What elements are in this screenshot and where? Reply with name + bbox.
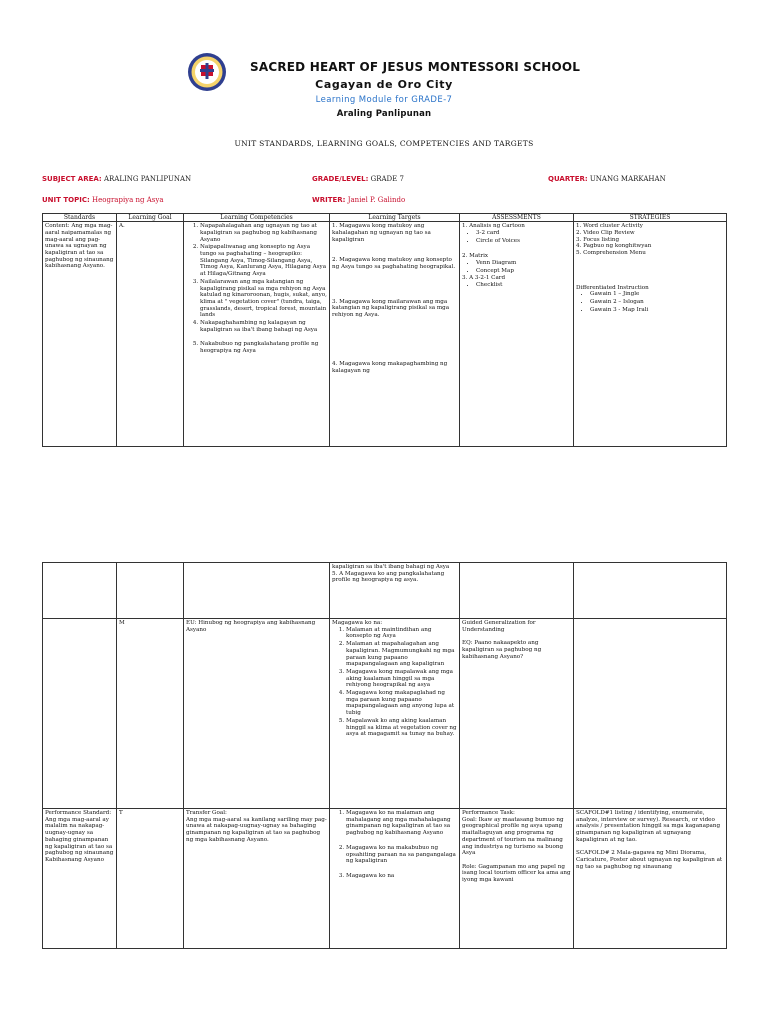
subject-area-field bbox=[42, 175, 191, 183]
assessments-cell bbox=[460, 222, 574, 447]
empty-cell bbox=[460, 563, 574, 619]
grade-level-label: GRADE/LEVEL: bbox=[312, 175, 369, 183]
strategy-subitem: • Gawain 1 – Jingle bbox=[590, 291, 724, 298]
target-item: 2. Magagawa ko na makabubuo ng opsahiting paraan na sa pangangalaga ng kapaligiran bbox=[346, 845, 457, 865]
learning-goal-m: M bbox=[117, 619, 184, 809]
writer-value: Janiel P. Galindo bbox=[347, 196, 406, 204]
competency-item: 4. Nakapaghahambing ng kalagayan ng kapaligiran sa iba't ibang bahagi ng Asya bbox=[200, 320, 327, 333]
target-item: 4. Magagawa kong makapaghambing ng kalagayan ng bbox=[332, 360, 448, 374]
module-title: Learning Module for GRADE-7 bbox=[315, 95, 453, 105]
meaning-targets-cell bbox=[330, 619, 460, 809]
targets-cell bbox=[330, 222, 460, 447]
performance-task: Performance Task: Goal: Ikaw ay maatasang bumuo ng geographical profile ng asya upang maitaltaguyan ang programa ng department of tourism na malinang ang industriya ng turismo sa buong Asya Role: Gagampanan mo ang papel ng isang local tourism officer ka ama ang iyong mga kawani bbox=[460, 809, 574, 949]
school-city: Cagayan de Oro City bbox=[315, 78, 453, 91]
target-item: 1. Malaman at maintindihan ang konsepto ng Asya bbox=[346, 627, 457, 640]
standards-table bbox=[42, 213, 727, 447]
transfer-targets-cell bbox=[330, 809, 460, 949]
empty-cell bbox=[43, 619, 117, 809]
unit-topic-value: Heograpiya ng Asya bbox=[92, 196, 164, 204]
subject-area-value: ARALING PANLIPUNAN bbox=[103, 175, 192, 183]
table-row bbox=[43, 619, 727, 809]
table-row bbox=[43, 222, 727, 447]
targets-intro: Magagawa ko na: bbox=[332, 620, 383, 626]
strategy-item: 5. Comprehension Menu bbox=[576, 250, 646, 256]
quarter-value: UNANG MARKAHAN bbox=[589, 175, 666, 183]
header-assessments: ASSESSMENTS bbox=[460, 214, 574, 222]
strategy-item: 3. Focus listing bbox=[576, 236, 620, 243]
competency-item: 1. Napapahalagahan ang ugnayan ng tao at kapaligiran sa paghubog ng kabihasnang Asyano bbox=[200, 223, 327, 243]
assessment-subitem: • Concept Map bbox=[476, 268, 571, 275]
competency-item: 2. Naipapaliwanag ang konsepto ng Asya tungo sa paghahating – heograpiko: Silangang Asya, Timog-Silangang Asya, Timog Asya, Kanlurang Asya, Hilagang Asya at Hilaga/Gitnang Asya bbox=[200, 244, 327, 278]
guided-generalization: Guided Generalization for Understanding EQ: Paano nakaapekto ang kapaligiran sa paghubog ng kabihasnang Asyano? bbox=[460, 619, 574, 809]
assessment-subitem: • 3-2 card bbox=[476, 230, 571, 237]
strategy-subitem: • Gawain 3 - Map Irali bbox=[590, 307, 724, 314]
target-item: 3. Magagawa kong mapalawak ang mga aking kaalaman hinggil sa mga rehiyong heograpikal ng asya bbox=[346, 669, 457, 689]
standards-table-continued bbox=[42, 562, 727, 949]
empty-cell bbox=[117, 563, 184, 619]
header-learning-goal: Learning Goal bbox=[117, 214, 184, 222]
subject-title: Araling Panlipunan bbox=[336, 109, 432, 119]
target-item: 4. Magagawa kong makapaglahad ng mga paraan kung papaano mapapangalagaan ang anyong lupa at tubig bbox=[346, 690, 457, 717]
target-item: 1. Magagawa ko na malaman ang mahalagang ang mga mahahalagang ginampanan ng kapaligiran at tao sa paghubog ng kabihasnang Asyano bbox=[346, 810, 457, 837]
learning-goal-a: A. bbox=[117, 222, 184, 447]
performance-standard: Performance Standard: Ang mga mag-aaral ay malalim na nakapag-uugnay-ugnay sa bahaging ginampanan ng kapaligiran at tao sa paghubog ng sinaunang Kabihasnang Asyano bbox=[43, 809, 117, 949]
header-standards: Standards bbox=[43, 214, 117, 222]
header-strategies: STRATEGIES bbox=[574, 214, 727, 222]
grade-level-field bbox=[312, 175, 404, 183]
table-header-row bbox=[43, 214, 727, 222]
unit-standards-title: UNIT STANDARDS, LEARNING GOALS, COMPETENCIES AND TARGETS bbox=[234, 139, 534, 148]
strategy-subitem: • Gawain 2 – Islogan bbox=[590, 299, 724, 306]
assessment-item: 2. Matrix bbox=[462, 253, 489, 260]
quarter-field bbox=[548, 175, 666, 183]
writer-field bbox=[312, 196, 405, 204]
assessment-subitem: • Checklist bbox=[476, 282, 571, 289]
target-item: 5. Mapalawak ko ang aking kaalaman hinggil sa klima at vegetation cover ng asya at magagamit sa tunay na buhay. bbox=[346, 718, 457, 738]
transfer-goal: Transfer Goal: Ang mga mag-aaral sa kanilang sariling may pag-unawa at nakapag-uugnay-ugnay sa bahaging ginampanan ng kapaligiran at tao sa paghubog ng mga kabihasnang Asyano. bbox=[184, 809, 330, 949]
grade-level-value: GRADE 7 bbox=[370, 175, 404, 183]
school-name: SACRED HEART OF JESUS MONTESSORI SCHOOL bbox=[250, 60, 581, 74]
assessment-subitem: • Venn Diagram bbox=[476, 260, 571, 267]
target-item: 3. Magagawa ko na bbox=[346, 873, 457, 880]
target-item: 3. Magagawa kong mailarawan ang mga katangian ng kapaligirang pisikal sa mga rehiyon ng Asya. bbox=[332, 298, 450, 319]
targets-continued: kapaligiran sa iba't ibang bahagi ng Asya 5. A Magagawa ko ang pangkalahatang profile ng heograpiya ng asya. bbox=[330, 563, 460, 619]
table-row bbox=[43, 809, 727, 949]
competency-item: 3. Nailalarawan ang mga katangian ng kapaligirang pisikal sa mga rehiyon ng Asya katulad ng kinaroroonan, hugis, sukat, anyo, klima at " vegetation cover" (tundra, taiga, grasslands, desert, tropical forest, mountain lands bbox=[200, 279, 327, 319]
target-item: 2. Malaman at mapahalagahan ang kapaligiran. Magmumungkahi ng mga paraan kung papaano mapapangalagaan ang kapaligiran bbox=[346, 641, 457, 668]
header-learning-competencies: Learning Competencies bbox=[184, 214, 330, 222]
competency-item: 5. Nakabubuo ng pangkalahatang profile ng heograpiya ng Asya bbox=[200, 341, 327, 354]
empty-cell bbox=[574, 619, 727, 809]
table-row bbox=[43, 563, 727, 619]
strategy-item: 1. Word cluster Activity bbox=[576, 223, 643, 230]
target-item: 1. Magagawa kong matukoy ang kahalagahan ng ugnayan ng tao sa kapaligiran bbox=[332, 223, 431, 243]
strategies-cell bbox=[574, 222, 727, 447]
standards-content: Content: Ang mga mag-aaral naipamamalas ng mag-aaral ang pag-unawa sa ugnayan ng kapaligiran at tao sa paghubog ng sinaunang kabihasnang Asyano. bbox=[43, 222, 117, 447]
writer-label: WRITER: bbox=[312, 196, 346, 204]
header-learning-targets: Learning Targets bbox=[330, 214, 460, 222]
enduring-understanding: EU: Hinubog ng heograpiya ang kabihasnang Asyano bbox=[184, 619, 330, 809]
assessment-item: 3. A 3-2-1 Card bbox=[462, 275, 506, 282]
competencies-cell bbox=[184, 222, 330, 447]
unit-topic-label: UNIT TOPIC: bbox=[42, 196, 90, 204]
unit-topic-field bbox=[42, 196, 164, 204]
empty-cell bbox=[574, 563, 727, 619]
learning-goal-t: T bbox=[117, 809, 184, 949]
differentiated-instruction-title: Differentiated Instruction bbox=[576, 284, 649, 291]
subject-area-label: SUBJECT AREA: bbox=[42, 175, 102, 183]
quarter-label: QUARTER: bbox=[548, 175, 588, 183]
assessment-item: 1. Analisis ng Cartoon bbox=[462, 223, 525, 230]
target-item: 2. Magagawa kong matukoy ang konsepto ng Asya tungo sa paghahating heograpikal. bbox=[332, 257, 456, 270]
scaffold-strategies: SCAFOLD#1 listing / identifying, enumerate, analyze, interview or survey). Research, or video analysis / presentation hinggil sa mga kaganapang ginampanan ng kapaligiran at ugnayang kapaligiran at ng tao. SCAFOLD# 2 Mala-gagawa ng Mini Diorama, Caricature, Poster about ugnayan ng kapaligiran at ng tao sa paghubog ng sinaunang bbox=[574, 809, 727, 949]
assessment-subitem: • Circle of Voices bbox=[476, 238, 571, 245]
empty-cell bbox=[184, 563, 330, 619]
empty-cell bbox=[43, 563, 117, 619]
strategy-item: 2. Video Clip Review bbox=[576, 229, 635, 236]
strategy-item: 4. Pagbuo ng konghitwyan bbox=[576, 243, 652, 250]
